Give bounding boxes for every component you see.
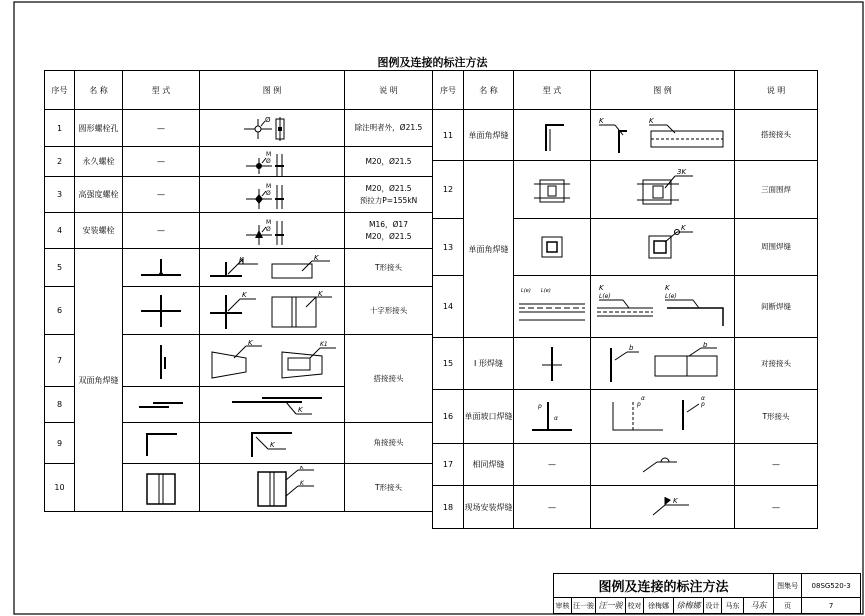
alpha-label: α — [700, 394, 705, 402]
three-side-weld-figure — [591, 161, 735, 219]
le-label: L(e) — [541, 287, 551, 294]
row-no: 13 — [433, 219, 464, 276]
designer-name: 马东 — [722, 598, 744, 614]
t-joint-form — [123, 249, 200, 287]
single-fillet-weld-name: 单面角焊缝 — [464, 161, 514, 338]
row-note: 除注明者外，Ø21.5 — [345, 110, 433, 147]
checker-signature: 徐梅娜 — [674, 598, 704, 614]
row-no: 17 — [433, 444, 464, 486]
alpha-label: α — [554, 414, 558, 422]
row-form: — — [123, 110, 200, 147]
single-fillet-lap-figure — [591, 110, 735, 161]
k-label: K — [270, 441, 275, 449]
row-form: — — [514, 486, 591, 529]
bevel-weld-form — [514, 390, 591, 444]
lap-plate-form — [123, 387, 200, 423]
row-form: — — [123, 147, 200, 177]
k-label: K — [672, 497, 678, 505]
row-name: I 形焊缝 — [464, 338, 514, 390]
title-block-title: 图例及连接的标注方法 — [554, 574, 774, 598]
p-label: p — [538, 402, 542, 410]
k-label: K — [648, 117, 654, 125]
all-around-weld-figure — [591, 219, 735, 276]
row-name: 圆形螺栓孔 — [75, 110, 123, 147]
p-label: p — [636, 400, 641, 408]
row-no: 4 — [45, 213, 75, 249]
double-fillet-weld-name: 双面角焊缝 — [75, 249, 123, 512]
note-line-1: M20，Ø21.5 — [365, 183, 412, 193]
identical-weld-figure — [591, 444, 735, 486]
lap-joint-figure — [200, 335, 345, 387]
le-label: L(e) — [521, 287, 531, 294]
row-no: 11 — [433, 110, 464, 161]
i-groove-weld-figure — [591, 338, 735, 390]
row-form: — — [123, 177, 200, 213]
b-label: b — [628, 343, 633, 352]
cross-joint-figure — [200, 287, 345, 335]
le-label: L(e) — [664, 292, 677, 300]
h-section-form — [123, 464, 200, 512]
header-name: 名 称 — [75, 71, 123, 110]
bevel-weld-figure — [591, 390, 735, 444]
row-note: 三面围焊 — [735, 161, 818, 219]
header-form: 型 式 — [123, 71, 200, 110]
erection-bolt-figure — [200, 213, 345, 249]
row-note — [345, 213, 433, 249]
lap-joint-form — [123, 335, 200, 387]
all-around-weld-form — [514, 219, 591, 276]
row-no: 6 — [45, 287, 75, 335]
k-label: K — [318, 289, 323, 298]
row-no: 2 — [45, 147, 75, 177]
corner-joint-form — [123, 423, 200, 464]
row-note: 周围焊缝 — [735, 219, 818, 276]
lap-plate-figure — [200, 387, 345, 423]
t-joint-figure — [200, 249, 345, 287]
row-note: T形接头 — [345, 249, 433, 287]
k-label: K — [300, 479, 304, 487]
note-line-1: M16，Ø17 — [369, 219, 408, 229]
row-no: 5 — [45, 249, 75, 287]
h-section-figure — [200, 464, 345, 512]
row-no: 14 — [433, 276, 464, 338]
design-label: 设计 — [704, 598, 722, 614]
row-form: — — [123, 213, 200, 249]
k-label: K — [680, 224, 686, 232]
k-label: K — [298, 405, 303, 414]
permanent-bolt-figure — [200, 147, 345, 177]
row-no: 18 — [433, 486, 464, 529]
k-label: K — [314, 253, 319, 262]
b-label: b — [702, 341, 707, 349]
row-name: 相同焊缝 — [464, 444, 514, 486]
row-form: — — [514, 444, 591, 486]
row-note: — — [735, 486, 818, 529]
k-label: K — [300, 465, 304, 471]
k-label: K — [242, 290, 247, 299]
row-note: T形接头 — [345, 464, 433, 512]
header-seq: 序号 — [45, 71, 75, 110]
row-name: 高强度螺栓 — [75, 177, 123, 213]
k-label: K — [239, 255, 244, 264]
lap-joint-note: 搭接接头 — [345, 335, 433, 423]
corner-joint-figure — [200, 423, 345, 464]
row-no: 3 — [45, 177, 75, 213]
header-name: 名 称 — [464, 71, 514, 110]
high-strength-bolt-figure — [200, 177, 345, 213]
p-label: p — [700, 400, 705, 408]
cross-joint-form — [123, 287, 200, 335]
phi-label: Ø — [266, 157, 271, 165]
atlas-label: 图集号 — [774, 574, 802, 598]
phi-label: Ø — [265, 116, 271, 124]
m-label: M — [266, 150, 272, 158]
row-note: 对接接头 — [735, 338, 818, 390]
note-line-2: 预拉力P=155kN — [359, 195, 418, 205]
k1-label: K1 — [320, 340, 328, 348]
row-no: 12 — [433, 161, 464, 219]
three-k-label: 3K — [676, 167, 686, 176]
row-note — [345, 177, 433, 213]
sheet-title: 图例及连接的标注方法 — [377, 56, 488, 69]
checker-name: 徐梅娜 — [644, 598, 674, 614]
m-label: M — [266, 218, 272, 226]
site-weld-figure — [591, 486, 735, 529]
intermittent-weld-form — [514, 276, 591, 338]
single-fillet-lap-form — [514, 110, 591, 161]
right-legend-table — [432, 70, 818, 529]
row-name: 安装螺栓 — [75, 213, 123, 249]
row-name: 单面角焊缝 — [464, 110, 514, 161]
i-groove-weld-form — [514, 338, 591, 390]
row-note: 间断焊缝 — [735, 276, 818, 338]
round-bolt-hole-figure — [200, 110, 345, 147]
row-no: 16 — [433, 390, 464, 444]
row-note: M20，Ø21.5 — [345, 147, 433, 177]
page-number: 7 — [802, 598, 861, 614]
row-no: 10 — [45, 464, 75, 512]
row-no: 7 — [45, 335, 75, 387]
alpha-label: α — [640, 394, 645, 402]
note-line-2: M20，Ø21.5 — [365, 231, 412, 241]
k-label: K — [598, 283, 604, 292]
header-figure: 图 例 — [591, 71, 735, 110]
phi-label: Ø — [266, 189, 271, 197]
header-note: 说 明 — [735, 71, 818, 110]
le-label: L(e) — [598, 292, 611, 300]
row-note: 搭接接头 — [735, 110, 818, 161]
left-legend-table — [44, 70, 433, 512]
m-label: M — [266, 182, 272, 190]
k-label: K — [664, 283, 670, 292]
header-form: 型 式 — [514, 71, 591, 110]
row-no: 1 — [45, 110, 75, 147]
reviewer-signature: 汪一骏 — [596, 598, 626, 614]
phi-label: Ø — [266, 225, 271, 233]
designer-signature: 马东 — [744, 598, 774, 614]
reviewer-name: 汪一骏 — [572, 598, 596, 614]
k-label: K — [598, 117, 604, 125]
row-note: T形接头 — [735, 390, 818, 444]
header-seq: 序号 — [433, 71, 464, 110]
row-name: 永久螺栓 — [75, 147, 123, 177]
title-block — [553, 573, 861, 614]
row-note: — — [735, 444, 818, 486]
row-note: 十字形接头 — [345, 287, 433, 335]
row-name: 现场安装焊缝 — [464, 486, 514, 529]
check-label: 校对 — [626, 598, 644, 614]
atlas-number: 08SG520-3 — [802, 574, 861, 598]
row-name: 单面坡口焊缝 — [464, 390, 514, 444]
row-no: 8 — [45, 387, 75, 423]
row-note: 角接接头 — [345, 423, 433, 464]
three-side-weld-form — [514, 161, 591, 219]
page-label: 页 — [774, 598, 802, 614]
row-no: 9 — [45, 423, 75, 464]
intermittent-weld-figure — [591, 276, 735, 338]
header-note: 说 明 — [345, 71, 433, 110]
header-figure: 图 例 — [200, 71, 345, 110]
row-no: 15 — [433, 338, 464, 390]
k-label: K — [248, 338, 253, 347]
review-label: 审核 — [554, 598, 572, 614]
